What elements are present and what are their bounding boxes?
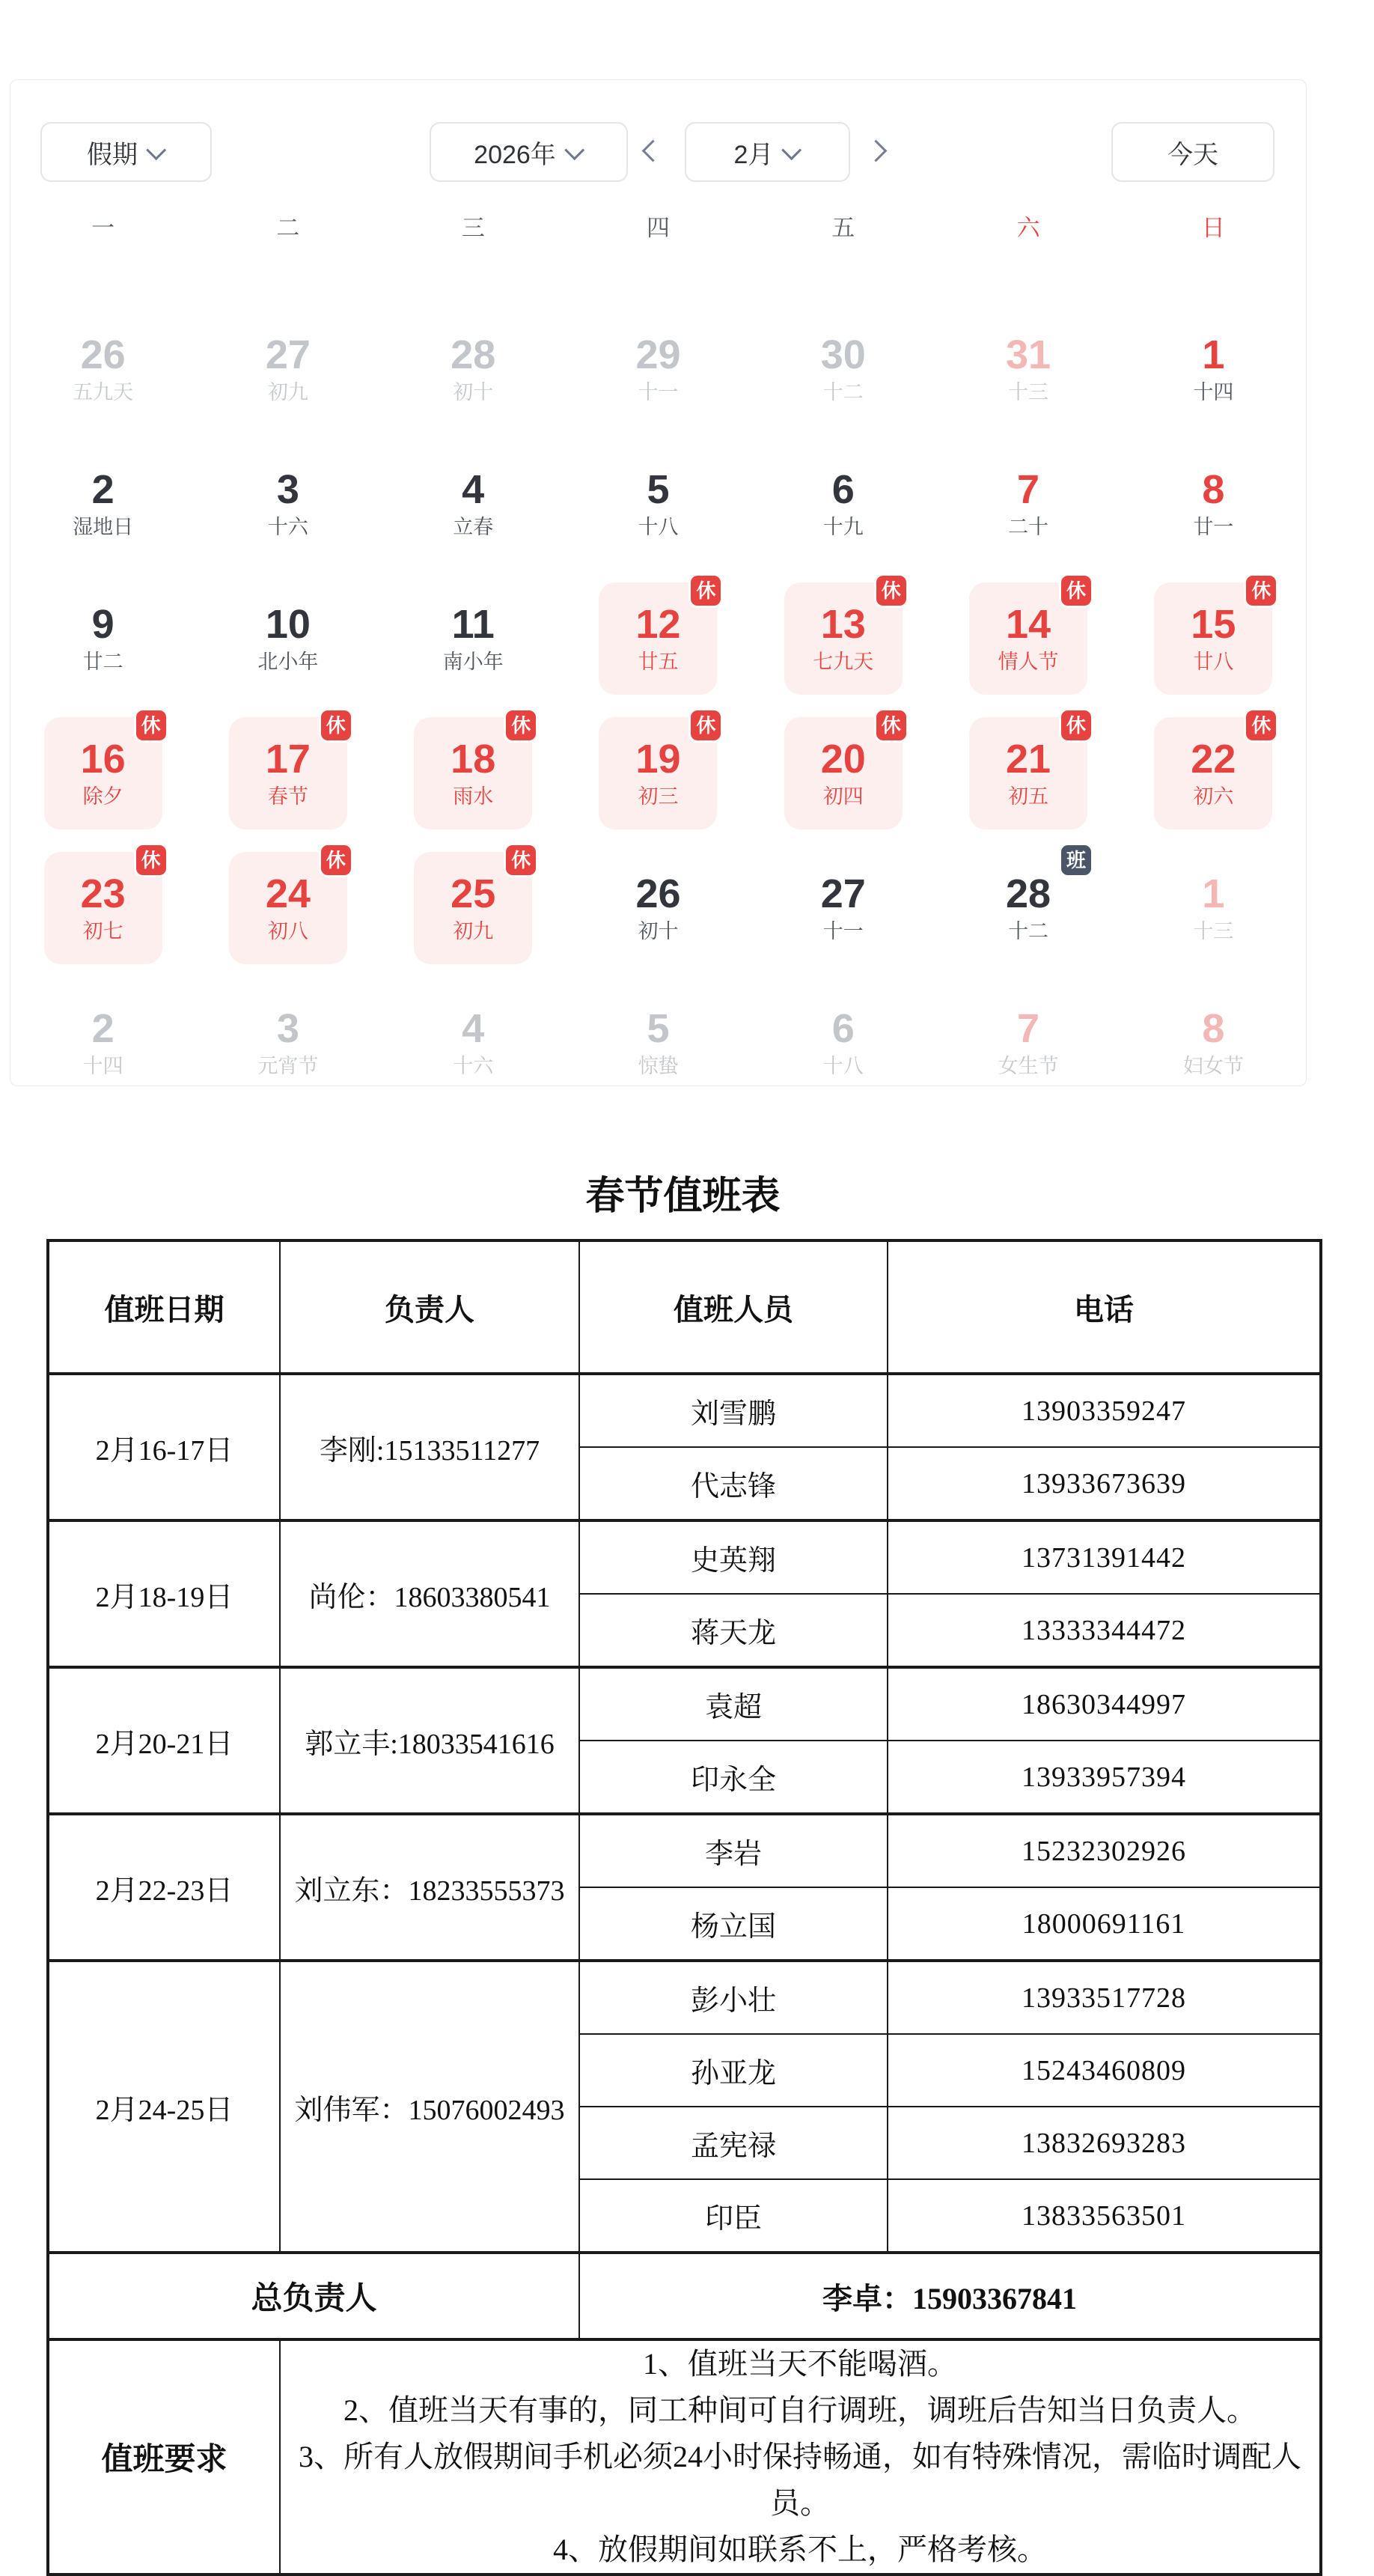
calendar-day[interactable] xyxy=(229,987,347,1099)
chief-value: 李卓：15903367841 xyxy=(579,2253,1321,2339)
day-number: 15 xyxy=(1191,602,1236,647)
day-lunar: 初九 xyxy=(267,381,308,404)
duty-row xyxy=(48,1374,1321,1447)
rest-badge: 休 xyxy=(1244,573,1278,608)
day-lunar: 二十 xyxy=(1008,516,1049,538)
year-label: 2026年 xyxy=(474,140,556,169)
weekday-label: 四 xyxy=(646,215,670,241)
chevron-right-icon xyxy=(864,140,887,162)
calendar-day[interactable] xyxy=(969,579,1087,695)
day-lunar: 廿二 xyxy=(82,651,123,673)
header-leader: 负责人 xyxy=(280,1240,579,1374)
chevron-down-icon xyxy=(564,140,584,160)
day-number: 11 xyxy=(451,602,495,647)
day-lunar: 初六 xyxy=(1193,785,1234,808)
calendar-day[interactable] xyxy=(229,849,347,964)
day-number: 23 xyxy=(80,871,126,916)
calendar-day[interactable] xyxy=(599,714,717,829)
day-lunar: 十四 xyxy=(1193,381,1234,404)
day-number: 9 xyxy=(91,602,114,647)
day-number: 18 xyxy=(451,737,496,782)
day-number: 4 xyxy=(462,467,485,512)
rest-badge: 休 xyxy=(688,573,723,608)
day-lunar: 雨水 xyxy=(453,785,494,808)
staff-phone-cell: 15243460809 xyxy=(888,2034,1321,2107)
requirement-item: 2、值班当天有事的，同工种间可自行调班，调班后告知当日负责人。 xyxy=(344,2393,1257,2427)
rest-badge: 休 xyxy=(504,708,538,743)
day-number: 20 xyxy=(820,737,866,782)
staff-name-cell: 印臣 xyxy=(579,2179,888,2253)
holiday-filter-label: 假期 xyxy=(87,140,138,169)
duty-date-cell: 2月24-25日 xyxy=(48,1961,280,2253)
prev-month-button[interactable] xyxy=(639,138,666,165)
staff-phone-cell: 13933517728 xyxy=(888,1961,1321,2034)
day-lunar: 十二 xyxy=(1008,920,1049,943)
staff-phone-cell: 13833563501 xyxy=(888,2179,1321,2253)
staff-name-cell: 印永全 xyxy=(579,1741,888,1814)
day-lunar: 初七 xyxy=(82,920,123,943)
next-month-button[interactable] xyxy=(862,138,889,165)
calendar-day[interactable] xyxy=(229,448,347,560)
day-lunar: 廿一 xyxy=(1193,516,1234,538)
day-number: 16 xyxy=(80,737,126,782)
day-lunar: 女生节 xyxy=(998,1055,1059,1077)
weekday-label: 日 xyxy=(1201,215,1225,241)
calendar-day[interactable] xyxy=(1154,714,1272,829)
calendar-day[interactable] xyxy=(1154,448,1272,560)
leader-cell: 尚伦：18603380541 xyxy=(280,1520,579,1667)
rest-badge: 休 xyxy=(134,708,168,743)
staff-name-cell: 孙亚龙 xyxy=(579,2034,888,2107)
day-lunar: 十六 xyxy=(453,1055,494,1077)
calendar-day[interactable] xyxy=(969,714,1087,829)
staff-name-cell: 代志锋 xyxy=(579,1447,888,1520)
calendar-card xyxy=(10,79,1307,1086)
day-number: 28 xyxy=(451,332,496,377)
header-duty-date: 值班日期 xyxy=(48,1240,280,1374)
day-number: 6 xyxy=(831,467,855,512)
weekday-row xyxy=(10,212,1306,245)
day-number: 5 xyxy=(647,1006,670,1051)
staff-phone-cell: 18630344997 xyxy=(888,1667,1321,1741)
weekday-label: 二 xyxy=(276,215,300,241)
duty-table-header-row xyxy=(48,1240,1321,1374)
day-number: 14 xyxy=(1006,602,1051,647)
day-lunar: 惊蛰 xyxy=(638,1055,679,1077)
calendar-day[interactable] xyxy=(784,714,903,829)
requirements-content xyxy=(280,2339,1321,2575)
rest-badge: 休 xyxy=(134,843,168,877)
rest-badge: 休 xyxy=(319,843,353,877)
day-number: 26 xyxy=(80,332,126,377)
calendar-day[interactable] xyxy=(1154,852,1272,964)
day-number: 13 xyxy=(820,602,866,647)
day-lunar: 初九 xyxy=(453,920,494,943)
day-lunar: 初十 xyxy=(453,381,494,404)
staff-name-cell: 杨立国 xyxy=(579,1887,888,1961)
duty-row xyxy=(48,1667,1321,1741)
holiday-filter-dropdown[interactable] xyxy=(40,122,212,182)
day-lunar: 十四 xyxy=(82,1055,123,1077)
day-number: 10 xyxy=(265,602,311,647)
day-number: 24 xyxy=(265,871,311,916)
day-number: 17 xyxy=(265,737,311,782)
staff-name-cell: 彭小壮 xyxy=(579,1961,888,2034)
chevron-down-icon xyxy=(782,140,802,160)
day-number: 31 xyxy=(1006,332,1051,377)
day-lunar: 妇女节 xyxy=(1182,1055,1244,1077)
calendar-day[interactable] xyxy=(969,987,1087,1099)
calendar-day[interactable] xyxy=(229,714,347,829)
rest-badge: 休 xyxy=(874,573,909,608)
day-lunar: 十九 xyxy=(822,516,864,538)
day-lunar: 除夕 xyxy=(82,785,123,808)
calendar-day[interactable] xyxy=(44,582,162,695)
day-number: 8 xyxy=(1202,1006,1225,1051)
day-number: 19 xyxy=(635,737,681,782)
chief-row xyxy=(48,2253,1321,2339)
leader-cell: 刘立东：18233555373 xyxy=(280,1814,579,1961)
duty-sheet xyxy=(46,1170,1319,2576)
day-lunar: 十八 xyxy=(638,516,679,538)
calendar-day[interactable] xyxy=(1154,579,1272,695)
calendar-day[interactable] xyxy=(229,313,347,425)
day-lunar: 元宵节 xyxy=(257,1055,319,1077)
duty-date-cell: 2月16-17日 xyxy=(48,1374,280,1520)
duty-row xyxy=(48,1814,1321,1887)
requirement-item: 4、放假期间如联系不上，严格考核。 xyxy=(553,2533,1047,2566)
day-number: 7 xyxy=(1017,1006,1040,1051)
calendar-day[interactable] xyxy=(414,582,532,695)
day-lunar: 廿五 xyxy=(638,651,679,673)
month-label: 2月 xyxy=(733,140,774,169)
day-number: 8 xyxy=(1202,467,1225,512)
staff-name-cell: 刘雪鹏 xyxy=(579,1374,888,1447)
day-lunar: 南小年 xyxy=(442,651,504,673)
staff-name-cell: 袁超 xyxy=(579,1667,888,1741)
day-lunar: 十八 xyxy=(822,1055,864,1077)
staff-phone-cell: 18000691161 xyxy=(888,1887,1321,1961)
calendar-day[interactable] xyxy=(414,448,532,560)
day-number: 21 xyxy=(1006,737,1051,782)
day-number: 1 xyxy=(1202,871,1225,916)
duty-table-title: 春节值班表 xyxy=(585,1175,781,1218)
day-number: 12 xyxy=(635,602,681,647)
day-number: 27 xyxy=(820,871,866,916)
day-number: 25 xyxy=(451,871,496,916)
day-lunar: 十二 xyxy=(822,381,864,404)
day-lunar: 湿地日 xyxy=(73,516,134,538)
calendar-day[interactable] xyxy=(44,849,162,964)
staff-name-cell: 蒋天龙 xyxy=(579,1594,888,1667)
calendar-day[interactable] xyxy=(414,849,532,964)
day-lunar: 十三 xyxy=(1193,920,1234,943)
duty-table xyxy=(46,1239,1322,2576)
duty-date-cell: 2月22-23日 xyxy=(48,1814,280,1961)
day-lunar: 廿八 xyxy=(1193,651,1234,673)
staff-phone-cell: 13903359247 xyxy=(888,1374,1321,1447)
header-phone: 电话 xyxy=(888,1240,1321,1374)
rest-badge: 休 xyxy=(504,843,538,877)
day-lunar: 十一 xyxy=(638,381,679,404)
day-lunar: 春节 xyxy=(267,785,308,808)
day-number: 29 xyxy=(635,332,681,377)
calendar-day[interactable] xyxy=(44,987,162,1099)
calendar-day[interactable] xyxy=(969,448,1087,560)
leader-cell: 李刚:15133511277 xyxy=(280,1374,579,1520)
calendar-day[interactable] xyxy=(599,852,717,964)
day-number: 26 xyxy=(635,871,681,916)
rest-badge: 休 xyxy=(1059,708,1093,743)
staff-phone-cell: 13933673639 xyxy=(888,1447,1321,1520)
calendar-day[interactable] xyxy=(599,987,717,1099)
day-lunar: 初十 xyxy=(638,920,679,943)
chief-label: 总负责人 xyxy=(48,2253,579,2339)
rest-badge: 休 xyxy=(1059,573,1093,608)
chevron-down-icon xyxy=(146,140,166,160)
day-lunar: 初五 xyxy=(1008,785,1049,808)
day-number: 30 xyxy=(820,332,866,377)
calendar-day[interactable] xyxy=(414,714,532,829)
day-lunar: 十一 xyxy=(822,920,864,943)
day-number: 27 xyxy=(265,332,311,377)
rest-badge: 休 xyxy=(1244,708,1278,743)
day-lunar: 十三 xyxy=(1008,381,1049,404)
duty-row xyxy=(48,1520,1321,1594)
weekday-label: 五 xyxy=(831,215,855,241)
day-lunar: 北小年 xyxy=(257,651,319,673)
calendar-day[interactable] xyxy=(44,313,162,425)
requirements-row xyxy=(48,2339,1321,2575)
day-number: 2 xyxy=(91,1006,114,1051)
calendar-day[interactable] xyxy=(969,313,1087,425)
staff-name-cell: 李岩 xyxy=(579,1814,888,1887)
calendar-day[interactable] xyxy=(44,714,162,829)
day-lunar: 初四 xyxy=(822,785,864,808)
day-lunar: 情人节 xyxy=(998,651,1059,673)
leader-cell: 郭立丰:18033541616 xyxy=(280,1667,579,1814)
today-button[interactable] xyxy=(1111,122,1274,182)
year-dropdown[interactable] xyxy=(430,122,628,182)
day-lunar: 五九天 xyxy=(73,381,134,404)
staff-phone-cell: 13333344472 xyxy=(888,1594,1321,1667)
day-lunar: 十六 xyxy=(267,516,308,538)
staff-name-cell: 史英翔 xyxy=(579,1520,888,1594)
duty-date-cell: 2月18-19日 xyxy=(48,1520,280,1667)
day-lunar: 七九天 xyxy=(813,651,874,673)
month-dropdown[interactable] xyxy=(685,122,850,182)
calendar-day[interactable] xyxy=(1154,313,1272,425)
staff-phone-cell: 13933957394 xyxy=(888,1741,1321,1814)
calendar-day[interactable] xyxy=(784,313,903,425)
staff-phone-cell: 15232302926 xyxy=(888,1814,1321,1887)
day-number: 28 xyxy=(1006,871,1051,916)
day-number: 3 xyxy=(276,467,299,512)
calendar-day[interactable] xyxy=(784,448,903,560)
weekday-label: 六 xyxy=(1016,215,1040,241)
calendar-day[interactable] xyxy=(599,579,717,695)
calendar-day[interactable] xyxy=(599,448,717,560)
calendar-day[interactable] xyxy=(969,849,1087,964)
header-duty-staff: 值班人员 xyxy=(579,1240,888,1374)
day-lunar: 初三 xyxy=(638,785,679,808)
calendar-day[interactable] xyxy=(229,582,347,695)
staff-name-cell: 孟宪禄 xyxy=(579,2107,888,2179)
day-lunar: 初八 xyxy=(267,920,308,943)
work-badge: 班 xyxy=(1059,843,1093,877)
day-lunar: 立春 xyxy=(453,516,494,538)
duty-table-body xyxy=(48,1374,1321,2253)
chevron-left-icon xyxy=(641,140,664,162)
day-number: 22 xyxy=(1191,737,1236,782)
calendar-grid xyxy=(10,302,1306,1110)
duty-row xyxy=(48,1961,1321,2034)
day-number: 4 xyxy=(462,1006,485,1051)
day-number: 3 xyxy=(276,1006,299,1051)
calendar-day[interactable] xyxy=(414,313,532,425)
day-number: 1 xyxy=(1202,332,1225,377)
calendar-day[interactable] xyxy=(1154,987,1272,1099)
requirement-item: 3、所有人放假期间手机必须24小时保持畅通，如有特殊情况，需临时调配人员。 xyxy=(299,2440,1301,2520)
duty-date-cell: 2月20-21日 xyxy=(48,1667,280,1814)
day-number: 5 xyxy=(647,467,670,512)
rest-badge: 休 xyxy=(319,708,353,743)
calendar-day[interactable] xyxy=(414,987,532,1099)
requirement-item: 1、值班当天不能喝酒。 xyxy=(643,2347,957,2381)
calendar-day[interactable] xyxy=(784,579,903,695)
day-number: 6 xyxy=(831,1006,855,1051)
calendar-day[interactable] xyxy=(599,313,717,425)
leader-cell: 刘伟军：15076002493 xyxy=(280,1961,579,2253)
rest-badge: 休 xyxy=(874,708,909,743)
staff-phone-cell: 13731391442 xyxy=(888,1520,1321,1594)
today-label: 今天 xyxy=(1167,140,1218,169)
calendar-day[interactable] xyxy=(784,987,903,1099)
weekday-label: 三 xyxy=(461,215,485,241)
calendar-toolbar xyxy=(10,80,1306,182)
staff-phone-cell: 13832693283 xyxy=(888,2107,1321,2179)
day-number: 7 xyxy=(1017,467,1040,512)
weekday-label: 一 xyxy=(91,215,115,241)
calendar-day[interactable] xyxy=(44,448,162,560)
rest-badge: 休 xyxy=(688,708,723,743)
requirements-label: 值班要求 xyxy=(48,2339,280,2575)
calendar-day[interactable] xyxy=(784,852,903,964)
day-number: 2 xyxy=(91,467,114,512)
